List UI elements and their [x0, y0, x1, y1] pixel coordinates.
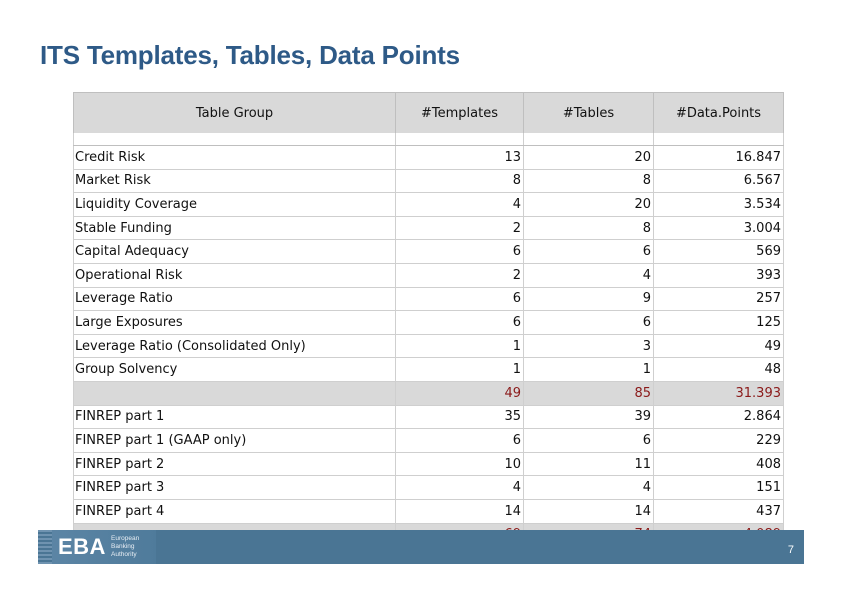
row-label: Stable Funding: [74, 216, 396, 240]
row-templates: 4: [396, 476, 524, 500]
row-data-points: 408: [654, 452, 784, 476]
row-data-points: 16.847: [654, 146, 784, 170]
eba-logo: [38, 530, 156, 564]
row-label: Market Risk: [74, 169, 396, 193]
logo-line: European: [111, 535, 140, 542]
logo-abbreviation: EBA: [58, 534, 106, 559]
table-row: [74, 429, 784, 453]
table-row: [74, 358, 784, 382]
row-data-points: 3.534: [654, 193, 784, 217]
row-label: FINREP part 3: [74, 476, 396, 500]
row-templates: 2: [396, 216, 524, 240]
row-tables: 20: [524, 146, 654, 170]
row-data-points: 49: [654, 334, 784, 358]
row-templates: 1: [396, 358, 524, 382]
row-templates: 10: [396, 452, 524, 476]
row-templates: 6: [396, 240, 524, 264]
subtotal-label: [74, 381, 396, 405]
row-label: Leverage Ratio (Consolidated Only): [74, 334, 396, 358]
row-label: Large Exposures: [74, 311, 396, 335]
row-templates: 6: [396, 429, 524, 453]
table-row: [74, 240, 784, 264]
row-tables: 6: [524, 429, 654, 453]
row-data-points: 229: [654, 429, 784, 453]
row-label: FINREP part 4: [74, 499, 396, 523]
slide-title: ITS Templates, Tables, Data Points: [40, 40, 460, 70]
table-row: [74, 311, 784, 335]
header-tables: #Tables: [524, 93, 654, 134]
row-templates: 4: [396, 193, 524, 217]
row-label: Liquidity Coverage: [74, 193, 396, 217]
row-templates: 13: [396, 146, 524, 170]
table-row: [74, 476, 784, 500]
table-row: [74, 169, 784, 193]
table-row: [74, 216, 784, 240]
table-row: [74, 499, 784, 523]
table-row: [74, 287, 784, 311]
row-tables: 1: [524, 358, 654, 382]
row-data-points: 125: [654, 311, 784, 335]
row-templates: 6: [396, 287, 524, 311]
row-data-points: 2.864: [654, 405, 784, 429]
page-number: 7: [787, 544, 794, 556]
row-templates: 6: [396, 311, 524, 335]
row-tables: 4: [524, 476, 654, 500]
row-tables: 14: [524, 499, 654, 523]
table-row: [74, 146, 784, 170]
subtotal-data-points: 31.393: [654, 381, 784, 405]
row-tables: 6: [524, 311, 654, 335]
row-templates: 14: [396, 499, 524, 523]
row-data-points: 569: [654, 240, 784, 264]
row-tables: 11: [524, 452, 654, 476]
table-row: [74, 263, 784, 287]
logo-line: Banking: [111, 543, 135, 550]
row-templates: 8: [396, 169, 524, 193]
row-templates: 35: [396, 405, 524, 429]
row-tables: 20: [524, 193, 654, 217]
table-row: [74, 452, 784, 476]
row-tables: 6: [524, 240, 654, 264]
subtotal-row: [74, 381, 784, 405]
row-tables: 9: [524, 287, 654, 311]
row-data-points: 393: [654, 263, 784, 287]
row-tables: 3: [524, 334, 654, 358]
logo-wordmark: [111, 535, 155, 559]
row-templates: 2: [396, 263, 524, 287]
row-label: Credit Risk: [74, 146, 396, 170]
row-label: Operational Risk: [74, 263, 396, 287]
row-label: Capital Adequacy: [74, 240, 396, 264]
logo-stripe-icon: [38, 530, 52, 564]
row-tables: 39: [524, 405, 654, 429]
spacer-row: [74, 133, 784, 146]
row-data-points: 257: [654, 287, 784, 311]
header-table-group: Table Group: [74, 93, 396, 134]
row-data-points: 151: [654, 476, 784, 500]
row-label: Group Solvency: [74, 358, 396, 382]
row-tables: 8: [524, 216, 654, 240]
footer-bar: [38, 530, 804, 564]
table-row: [74, 334, 784, 358]
row-data-points: 3.004: [654, 216, 784, 240]
table-header-row: [74, 93, 784, 134]
row-label: FINREP part 2: [74, 452, 396, 476]
row-data-points: 437: [654, 499, 784, 523]
row-label: FINREP part 1: [74, 405, 396, 429]
logo-line: Authority: [111, 551, 137, 558]
row-tables: 4: [524, 263, 654, 287]
subtotal-templates: 49: [396, 381, 524, 405]
header-templates: #Templates: [396, 93, 524, 134]
subtotal-tables: 85: [524, 381, 654, 405]
table-row: [74, 193, 784, 217]
row-data-points: 48: [654, 358, 784, 382]
row-label: Leverage Ratio: [74, 287, 396, 311]
row-tables: 8: [524, 169, 654, 193]
header-data-points: #Data.Points: [654, 93, 784, 134]
table-row: [74, 405, 784, 429]
its-summary-table: [73, 92, 784, 547]
row-label: FINREP part 1 (GAAP only): [74, 429, 396, 453]
row-data-points: 6.567: [654, 169, 784, 193]
row-templates: 1: [396, 334, 524, 358]
